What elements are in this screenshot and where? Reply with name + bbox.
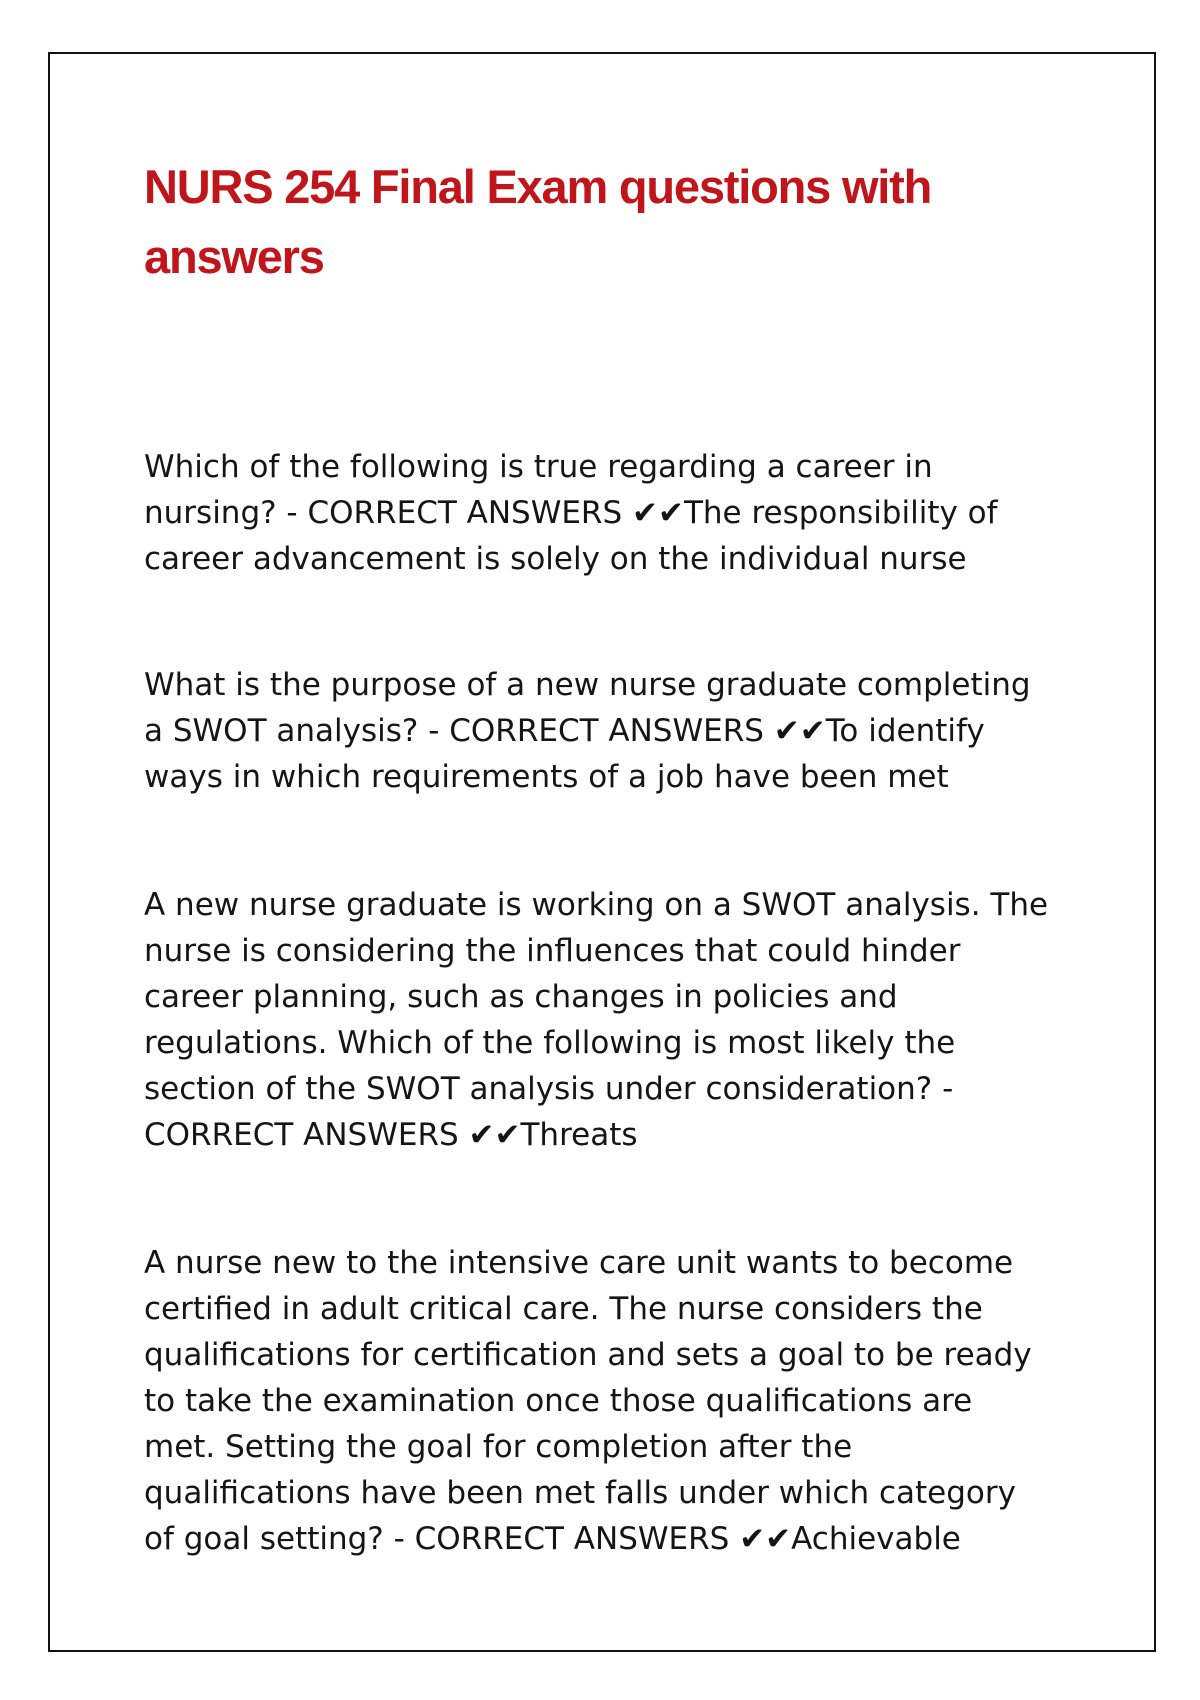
qa-item: A nurse new to the intensive care unit wants to become certified in adult critical care. The nurse considers the qualifications for certification and sets a goal to be ready to take the examination once those qualifications are met. Setting the goal for completion after the qualifications have been met falls under which category of goal setting? - CORRECT ANSWERS ✔✔Achievable <box>144 1245 1032 1557</box>
qa-item: Which of the following is true regarding a career in nursing? - CORRECT ANSWERS ✔✔The responsibility of career advancement is solely on the individual nurse <box>144 449 998 577</box>
qa-item: A new nurse graduate is working on a SWOT analysis. The nurse is considering the influences that could hinder career planning, such as changes in policies and regulations. Which of the following is most likely the section of the SWOT analysis under consideration? - CORRECT ANSWERS ✔✔Threats <box>144 887 1049 1153</box>
qa-item: What is the purpose of a new nurse graduate completing a SWOT analysis? - CORRECT ANSWERS ✔✔To identify ways in which requirements of a job have been met <box>144 667 1031 795</box>
document-title: NURS 254 Final Exam questions with answers <box>144 160 932 283</box>
document-page <box>48 52 1156 1652</box>
